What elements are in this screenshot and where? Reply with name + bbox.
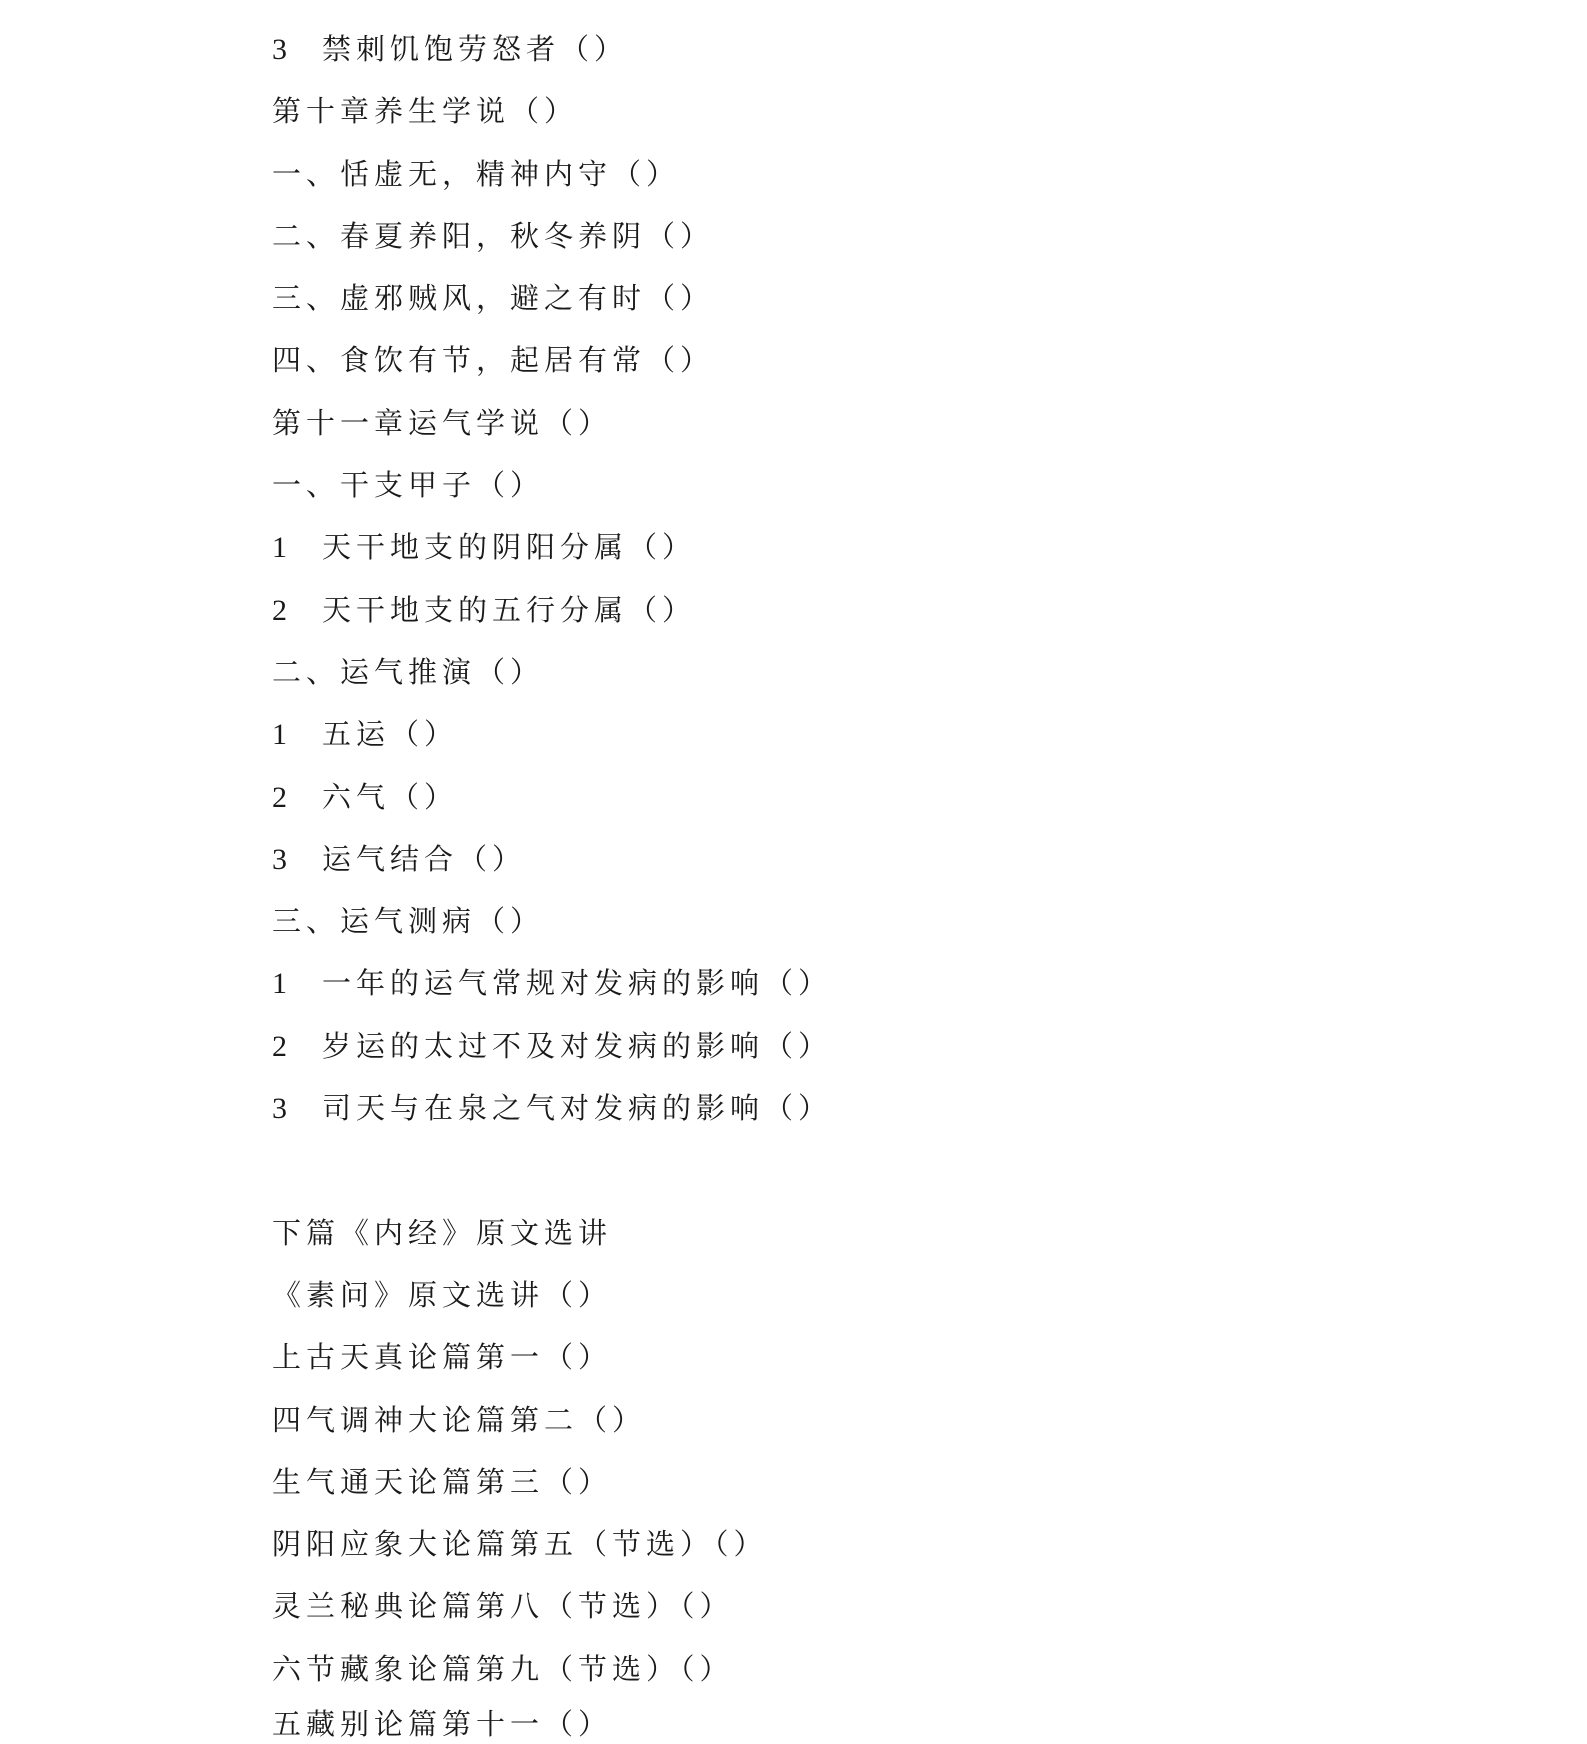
entry-text: 上古天真论篇第一（） bbox=[272, 1340, 613, 1375]
entry-text: 司天与在泉之气对发病的影响（） bbox=[322, 1091, 833, 1126]
toc-entry bbox=[272, 267, 832, 329]
toc-entry bbox=[272, 392, 832, 454]
entry-text: 《素问》原文选讲（） bbox=[272, 1277, 613, 1312]
toc-entry bbox=[272, 143, 832, 205]
toc-entry bbox=[272, 454, 832, 516]
toc-entry bbox=[272, 18, 832, 80]
clipped-toc-entry: 五藏别论篇第十一（） bbox=[272, 1707, 613, 1741]
entry-text: 三、虚邪贼风，避之有时（） bbox=[272, 281, 715, 316]
entry-number: 3 bbox=[272, 1092, 287, 1126]
toc-entry bbox=[272, 1264, 832, 1326]
entry-text: 四、食饮有节，起居有常（） bbox=[272, 343, 715, 378]
toc-entry bbox=[272, 1077, 832, 1139]
entry-number: 2 bbox=[272, 593, 287, 627]
entry-text: 二、运气推演（） bbox=[272, 654, 545, 689]
entry-text: 六气（） bbox=[322, 779, 459, 814]
toc-entry bbox=[272, 828, 832, 890]
toc-entry bbox=[272, 766, 832, 828]
entry-text: 第十一章运气学说（） bbox=[272, 405, 613, 440]
entry-number: 1 bbox=[272, 718, 287, 752]
toc-entry bbox=[272, 890, 832, 952]
entry-text: 五运（） bbox=[322, 717, 459, 752]
toc-entry bbox=[272, 1015, 832, 1077]
entry-number: 3 bbox=[272, 33, 287, 66]
entry-text: 一、恬虚无，精神内守（） bbox=[272, 156, 681, 191]
toc-entry bbox=[272, 1513, 832, 1575]
entry-text: 岁运的太过不及对发病的影响（） bbox=[322, 1028, 833, 1063]
toc-entry bbox=[272, 80, 832, 142]
table-of-contents bbox=[272, 18, 832, 1700]
heading-text: 下篇《内经》原文选讲 bbox=[272, 1215, 613, 1250]
entry-number: 2 bbox=[272, 780, 287, 814]
toc-entry bbox=[272, 205, 832, 267]
entry-text: 二、春夏养阳，秋冬养阴（） bbox=[272, 218, 715, 253]
entry-number: 3 bbox=[272, 842, 287, 876]
entry-text: 第十章养生学说（） bbox=[272, 94, 579, 129]
entry-text: 灵兰秘典论篇第八（节选）（） bbox=[272, 1589, 734, 1624]
toc-entry bbox=[272, 329, 832, 391]
toc-entry bbox=[272, 1389, 832, 1451]
toc-entry bbox=[272, 641, 832, 703]
entry-text: 禁刺饥饱劳怒者（） bbox=[322, 32, 629, 66]
toc-entry bbox=[272, 952, 832, 1014]
toc-entry bbox=[272, 579, 832, 641]
entry-number: 1 bbox=[272, 967, 287, 1001]
entry-text: 四气调神大论篇第二（） bbox=[272, 1402, 647, 1437]
entry-text: 一、干支甲子（） bbox=[272, 468, 545, 503]
entry-number: 2 bbox=[272, 1029, 287, 1063]
toc-entry bbox=[272, 1638, 832, 1700]
toc-entry bbox=[272, 1575, 832, 1637]
toc-entry bbox=[272, 1326, 832, 1388]
entry-number: 1 bbox=[272, 531, 287, 565]
entry-text: 三、运气测病（） bbox=[272, 904, 545, 939]
entry-text: 一年的运气常规对发病的影响（） bbox=[322, 966, 833, 1001]
entry-text: 阴阳应象大论篇第五（节选）（） bbox=[272, 1527, 768, 1562]
entry-text: 生气通天论篇第三（） bbox=[272, 1464, 613, 1499]
blank-line bbox=[272, 1139, 832, 1201]
entry-text: 天干地支的五行分属（） bbox=[322, 592, 697, 627]
toc-entry bbox=[272, 703, 832, 765]
entry-text: 天干地支的阴阳分属（） bbox=[322, 530, 697, 565]
part-heading bbox=[272, 1202, 832, 1264]
entry-text: 运气结合（） bbox=[322, 841, 527, 876]
entry-text: 六节藏象论篇第九（节选）（） bbox=[272, 1651, 734, 1686]
toc-entry bbox=[272, 516, 832, 578]
toc-entry bbox=[272, 1451, 832, 1513]
